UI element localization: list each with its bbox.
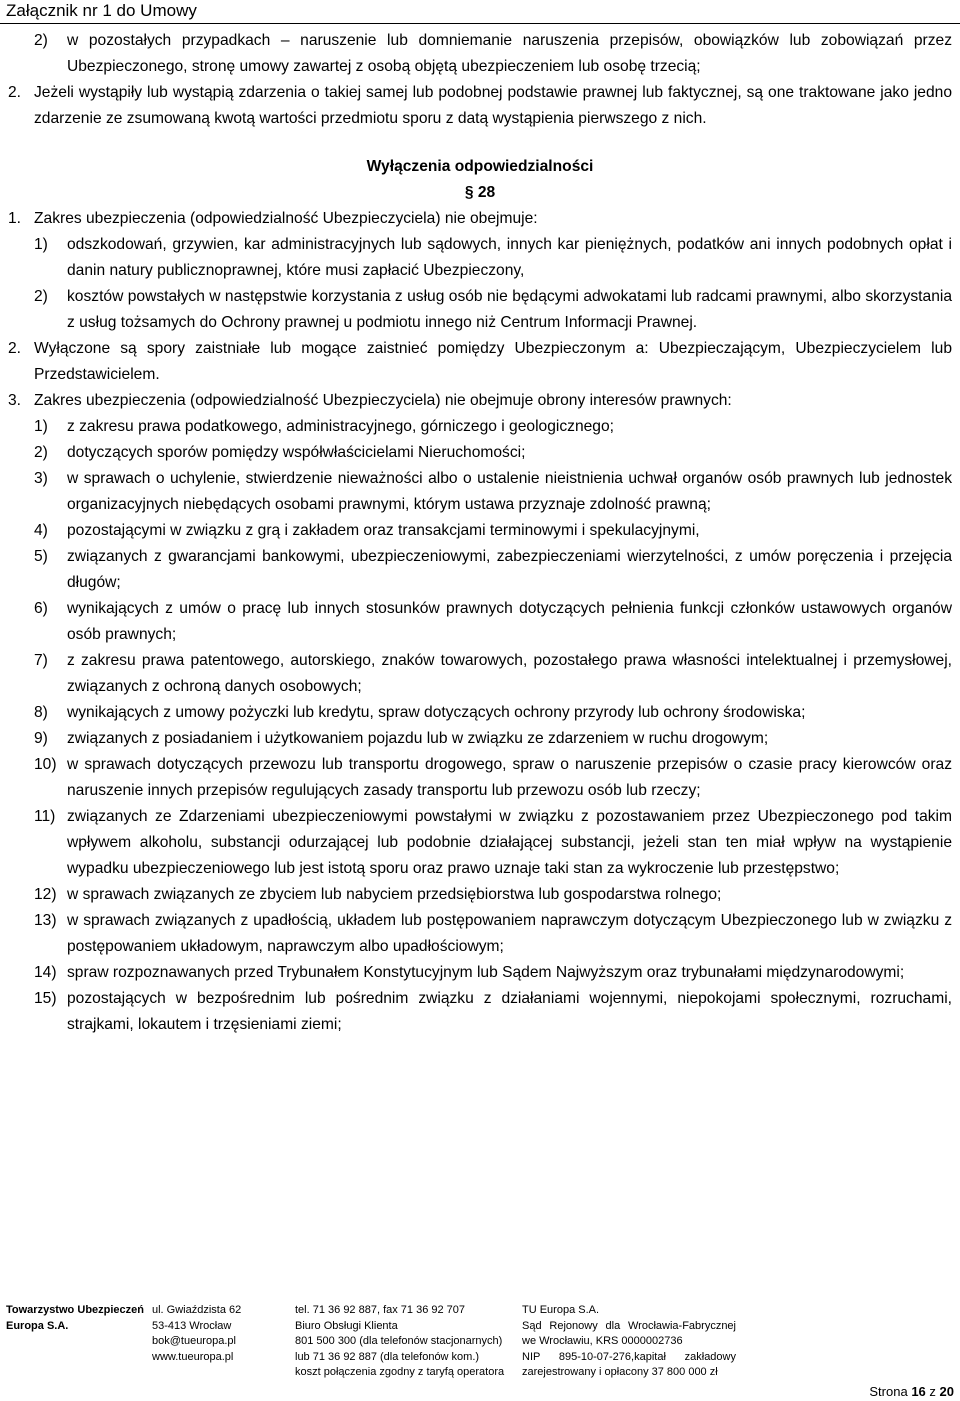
list-item xyxy=(8,232,952,284)
list-item-text: odszkodowań, grzywien, kar administracyjnych lub sądowych, innych kar pieniężnych, podatków ani innych podobnych opłat i danin natury publicznoprawnej, które musi zapłacić Ubezpieczony, xyxy=(67,236,952,279)
paragraph-2-exclusions: 2. Wyłączone są spory zaistniałe lub mogące zaistnieć pomiędzy Ubezpieczonym a: Ubezpieczającym, Ubezpieczycielem lub Przedstawicielem. xyxy=(8,340,952,383)
paragraph-1: 1. Zakres ubezpieczenia (odpowiedzialność Ubezpieczyciela) nie obejmuje: xyxy=(8,210,538,227)
list-item xyxy=(8,908,952,960)
list-item xyxy=(8,726,952,752)
list-item-text: w sprawach dotyczących przewozu lub transportu drogowego, spraw o naruszenie przepisów o czasie pracy kierowców oraz naruszenie innych przepisów regulujących zasady transportu lub przewozu osób lub rzeczy; xyxy=(67,756,952,799)
list-item-number: 4) xyxy=(34,522,48,539)
section-title: Wyłączenia odpowiedzialności xyxy=(366,158,594,175)
list-item-number: 11) xyxy=(34,808,56,825)
footer-address: ul. Gwiaździsta 62 53-413 Wrocław bok@tueuropa.pl www.tueuropa.pl xyxy=(152,1304,242,1363)
list-item-text: wynikających z umowy pożyczki lub kredytu, spraw dotyczących ochrony przyrody lub ochrony środowiska; xyxy=(67,704,806,721)
list-item-number: 13) xyxy=(34,912,57,929)
list-item xyxy=(8,960,952,986)
list-item xyxy=(8,544,952,596)
document-header: Załącznik nr 1 do Umowy xyxy=(6,1,197,20)
list-item xyxy=(8,648,952,700)
list-item xyxy=(8,414,952,440)
list-item xyxy=(8,466,952,518)
list-item xyxy=(8,700,952,726)
list-item-number: 1) xyxy=(34,418,48,435)
list-item-number: 5) xyxy=(34,548,48,565)
list-item xyxy=(8,596,952,648)
list-item xyxy=(8,518,952,544)
paragraph-2: 2. Jeżeli wystąpiły lub wystąpią zdarzenia o takiej samej lub podobnej podstawie prawnej lub faktycznej, są one traktowane jako jedno zdarzenie ze zsumowaną kwotą wartości przedmiotu sporu z datą wystąpienia pierwszego z nich. xyxy=(8,84,952,127)
list-item-text: z zakresu prawa podatkowego, administracyjnego, górniczego i geologicznego; xyxy=(67,418,614,435)
list-item-number: 14) xyxy=(34,964,57,981)
document-body xyxy=(8,28,952,1038)
list-item-text: związanych ze Zdarzeniami ubezpieczeniowymi powstałymi w związku z pozostawaniem przez Ubezpieczonego pod takim wpływem alkoholu, substancji odurzającej lub podobnie działającej substancji, jeżeli stan ten miał wpływ na wystąpienie wypadku ubezpieczeniowego lub jest istotą sporu oraz prawo uznaje taki stan za wykroczenie lub przestępstwo; xyxy=(67,808,952,877)
list-item-text: spraw rozpoznawanych przed Trybunałem Konstytucyjnym lub Sądem Najwyższym oraz trybunałami międzynarodowymi; xyxy=(67,964,905,981)
list-item xyxy=(8,882,952,908)
list-item xyxy=(8,986,952,1038)
list-item-text: w sprawach związanych ze zbyciem lub nabyciem przedsiębiorstwa lub gospodarstwa rolnego; xyxy=(67,886,722,903)
list-item-number: 2) xyxy=(34,444,48,461)
list-item-text: pozostającymi w związku z grą i zakładem oraz transakcjami terminowymi i spekulacyjnymi, xyxy=(67,522,700,539)
list-item-text: kosztów powstałych w następstwie korzystania z usług osób nie będącymi adwokatami lub radcami prawnymi, albo skorzystania z usług tożsamych do Ochrony prawnej u podmiotu innego niż Centrum Informacji Prawnej. xyxy=(67,288,952,331)
list-item-text: dotyczących sporów pomiędzy współwłaścicielami Nieruchomości; xyxy=(67,444,526,461)
paragraph-1-list xyxy=(8,232,952,336)
header-divider xyxy=(0,23,960,24)
list-item xyxy=(8,440,952,466)
list-item-number: 1) xyxy=(34,236,48,253)
list-item-text: wynikających z umów o pracę lub innych stosunków prawnych dotyczących pełnienia funkcji członków ustawowych organów osób prawnych; xyxy=(67,600,952,643)
list-item-number: 15) xyxy=(34,990,57,1007)
paragraph-3: 3. Zakres ubezpieczenia (odpowiedzialność Ubezpieczyciela) nie obejmuje obrony interesów prawnych: xyxy=(8,392,732,409)
list-item xyxy=(8,804,952,882)
list-item xyxy=(8,752,952,804)
list-item-number: 2) xyxy=(34,288,48,305)
list-item-text: związanych z posiadaniem i użytkowaniem pojazdu lub w związku ze zdarzeniem w ruchu drogowym; xyxy=(67,730,769,747)
list-item-number: 10) xyxy=(34,756,57,773)
paragraph-3-list xyxy=(8,414,952,1038)
section-number: § 28 xyxy=(464,184,496,201)
footer-contact: tel. 71 36 92 887, fax 71 36 92 707 Biuro Obsługi Klienta 801 500 300 (dla telefonów stacjonarnych) lub 71 36 92 887 (dla telefonów kom.) koszt połączenia zgodny z taryfą operatora xyxy=(295,1304,505,1378)
list-item-number: 9) xyxy=(34,730,48,747)
list-item-number: 7) xyxy=(34,652,48,669)
list-item: 2) w pozostałych przypadkach – naruszenie lub domniemanie naruszenia przepisów, obowiązków lub zobowiązań przez Ubezpieczonego, stronę umowy zawartej z osobą objętą ubezpieczeniem lub osobę trzecią; xyxy=(34,32,952,75)
list-item xyxy=(8,284,952,336)
list-item-text: w sprawach o uchylenie, stwierdzenie nieważności albo o ustalenie nieistnienia uchwał organów osób prawnych lub jednostek organizacyjnych niebędących osobami prawnymi, którym ustawa przyznaje zdolność prawną; xyxy=(67,470,952,513)
footer-registry: TU Europa S.A. Sąd Rejonowy dla Wrocławia-Fabrycznej we Wrocławiu, KRS 0000002736 NIP 895-10-07-276,kapitał zakładowy zarejestrowany i opłacony 37 800 000 zł xyxy=(522,1304,736,1378)
list-item-text: pozostających w bezpośrednim lub pośrednim związku z działaniami wojennymi, niepokojami społecznymi, rozruchami, strajkami, lokautem i trzęsieniami ziemi; xyxy=(67,990,952,1033)
list-item-text: w sprawach związanych z upadłością, układem lub postępowaniem naprawczym dotyczącym Ubezpieczonego lub w związku z postępowaniem układowym, naprawczym albo upadłościowym; xyxy=(67,912,952,955)
list-item-number: 6) xyxy=(34,600,48,617)
list-item-text: z zakresu prawa patentowego, autorskiego, znaków towarowych, pozostałego prawa własności intelektualnej i przemysłowej, związanych z ochroną danych osobowych; xyxy=(67,652,952,695)
list-item-number: 12) xyxy=(34,886,57,903)
list-item-text: związanych z gwarancjami bankowymi, ubezpieczeniowymi, zabezpieczeniami wierzytelności, z umów poręczenia i przejęcia długów; xyxy=(67,548,952,591)
list-item-number: 3) xyxy=(34,470,48,487)
list-item-number: 8) xyxy=(34,704,48,721)
page-number: Strona 16 z 20 xyxy=(869,1384,954,1399)
footer-company: Towarzystwo Ubezpieczeń Europa S.A. xyxy=(6,1304,144,1332)
